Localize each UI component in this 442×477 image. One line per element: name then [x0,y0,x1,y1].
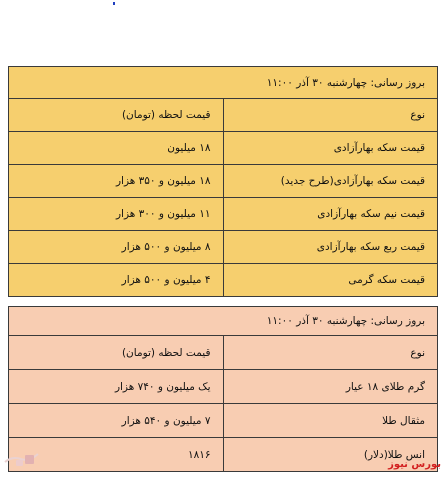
item-label: مثقال طلا [223,404,438,438]
coin-price-table [8,66,438,297]
table-row [9,264,438,297]
item-label: قیمت نیم سکه بهارآزادی [223,198,438,231]
column-header-type: نوع [223,99,438,132]
item-price: ۸ میلیون و ۵۰۰ هزار [9,231,224,264]
column-header-price: قیمت لحظه (تومان) [9,336,224,370]
update-time: بروز رسانی: چهارشنبه ۳۰ آذر ۱۱:۰۰ [9,67,438,99]
stray-dot [113,2,115,5]
column-header-row [9,99,438,132]
table-row [9,132,438,165]
column-header-row [9,336,438,370]
table-row [9,370,438,404]
item-price: ۱۸ میلیون و ۳۵۰ هزار [9,165,224,198]
item-price: ۷ میلیون و ۵۴۰ هزار [9,404,224,438]
item-label: قیمت سکه بهارآزادی(طرح جدید) [223,165,438,198]
item-price: یک میلیون و ۷۴۰ هزار [9,370,224,404]
item-label: گرم طلای ۱۸ عیار [223,370,438,404]
table-row [9,231,438,264]
bourse-news-logo-icon [2,447,40,469]
column-header-type: نوع [223,336,438,370]
item-price: ۱۸ میلیون [9,132,224,165]
table-row [9,438,438,472]
item-price: ۱۱ میلیون و ۳۰۰ هزار [9,198,224,231]
table-header-row [9,67,438,99]
table-row [9,404,438,438]
item-label: انس طلا(دلار) [223,438,438,472]
item-label: قیمت سکه بهارآزادی [223,132,438,165]
brand-name: بورس نیوز [388,459,441,470]
column-header-price: قیمت لحظه (تومان) [9,99,224,132]
gold-price-table [8,306,438,472]
update-time: بروز رسانی: چهارشنبه ۳۰ آذر ۱۱:۰۰ [9,307,438,336]
item-label: قیمت ربع سکه بهارآزادی [223,231,438,264]
item-label: قیمت سکه گرمی [223,264,438,297]
table-row [9,165,438,198]
table-header-row [9,307,438,336]
item-price: ۴ میلیون و ۵۰۰ هزار [9,264,224,297]
item-price: ۱۸۱۶ [9,438,224,472]
table-row [9,198,438,231]
